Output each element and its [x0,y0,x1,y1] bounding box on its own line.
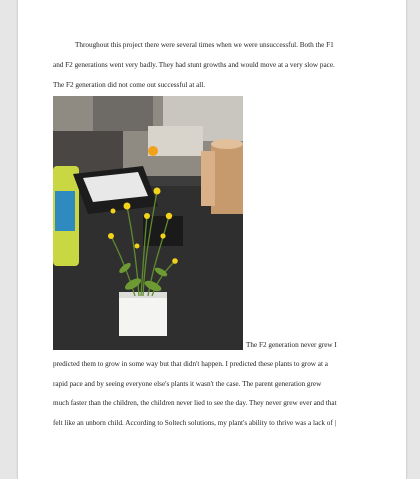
plant-photo-illustration [53,96,243,350]
text-line: The F2 generation did not come out successful at all. [53,81,206,89]
text-line: predicted them to grow in some way but that didn't happen. I predicted these plants to grow at a [53,360,328,368]
text-line: and F2 generations went very badly. They had stunt growths and would move at a very slow pace. [53,61,335,69]
plant-photo [53,96,243,350]
text-line: rapid pace and by seeing everyone else's plants it wasn't the case. The parent generation grew [53,379,322,388]
paragraph-intro [53,35,371,95]
figure-caption: The F2 generation never grew I [246,341,337,349]
paragraph-results [53,355,371,433]
text-line: much faster than the children, the children never lied to see the day. They never grew ever and that [53,399,337,407]
text-line: Throughout this project there were several times when we were unsuccessful. Both the F1 [75,41,334,49]
document-page [18,0,406,479]
text-line: felt like an unborn child. According to Soltech solutions, my plant's ability to thrive was a lack of | [53,418,336,427]
